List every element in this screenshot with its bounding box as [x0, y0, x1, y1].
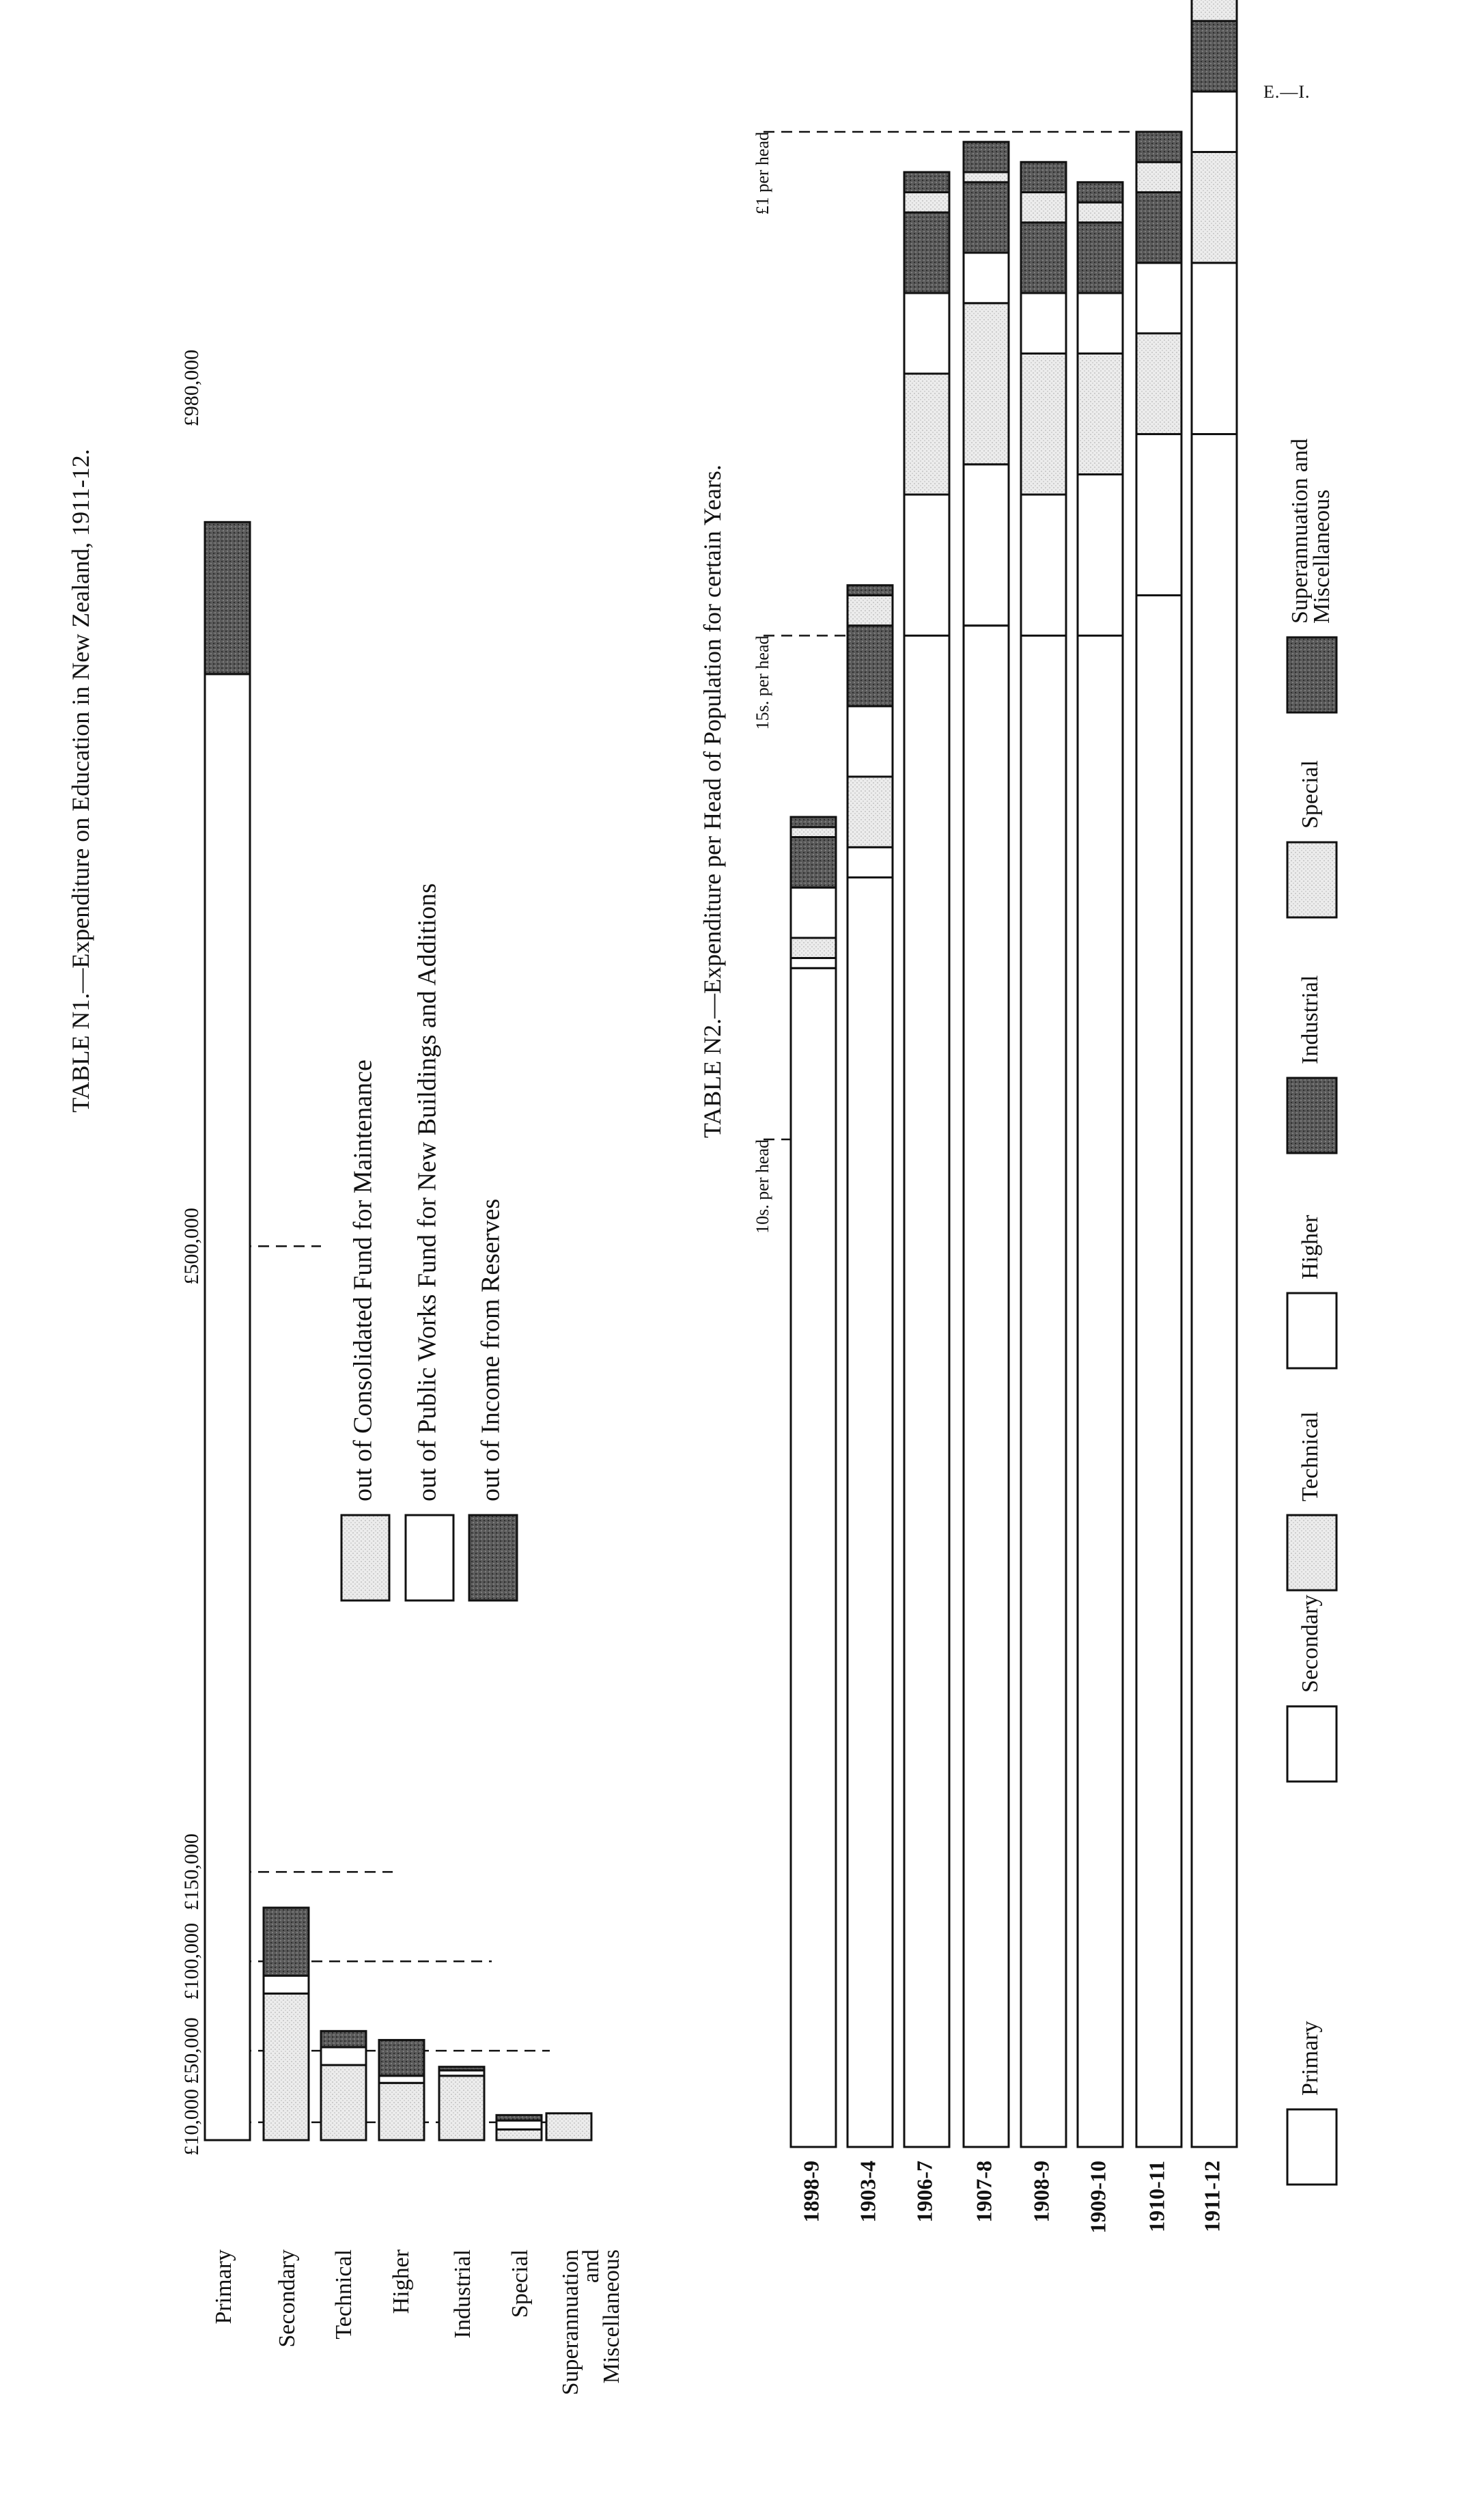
chart-expenditure-education	[67, 350, 624, 2396]
bar-1907-8-technical	[964, 303, 1009, 465]
bar-1903-4-superannuation-and-m	[848, 585, 893, 596]
category-label-1911-12: 1911-12	[1199, 2161, 1224, 2232]
chart2-bars	[791, 0, 1237, 2147]
legend-swatch-out-of-public-works-fund-for-n	[406, 1515, 453, 1600]
legend-swatch-out-of-income-from-reserves	[469, 1515, 517, 1600]
bar-1909-10-primary	[1078, 636, 1123, 2148]
bar-industrial-out-of-consolidated-fund	[439, 2076, 484, 2140]
bar-1903-4-higher	[848, 706, 893, 777]
legend-label-technical: Technical	[1297, 1411, 1323, 1501]
page-header: E.—I.	[1263, 82, 1311, 102]
bar-1910-11-secondary	[1136, 434, 1181, 596]
bar-1911-12-technical	[1192, 152, 1237, 263]
bar-1898-9-secondary	[791, 958, 836, 969]
tick-label-150-000: £150,000	[180, 1833, 203, 1911]
bar-1903-4-technical	[848, 777, 893, 847]
bar-secondary-out-of-income-from-reser	[264, 1908, 309, 1976]
bar-1909-10-industrial	[1078, 223, 1123, 293]
category-label-1909-10: 1909-10	[1085, 2161, 1110, 2234]
legend-label-out-of-income-from-reserves: out of Income from Reserves	[476, 1198, 505, 1501]
bar-1898-9-technical	[791, 938, 836, 958]
bar-1906-7-higher	[904, 293, 949, 374]
chart1-legend	[341, 883, 517, 1600]
bar-1911-12-higher	[1192, 92, 1237, 152]
tick-label-100-000: £100,000	[180, 1923, 203, 2000]
bar-primary-out-of-income-from-reser	[205, 522, 250, 674]
bar-higher-out-of-income-from-reser	[379, 2040, 424, 2075]
bar-1898-9-higher	[791, 887, 836, 938]
bar-1906-7-special	[904, 193, 949, 213]
bar-1911-12-industrial	[1192, 21, 1237, 92]
legend-label-out-of-public-works-fund-for-n: out of Public Works Fund for New Buildings and Additions	[412, 883, 442, 1501]
bar-1908-9-industrial	[1021, 223, 1066, 293]
bar-1906-7-technical	[904, 374, 949, 495]
chart-expenditure-per-head	[699, 0, 1336, 2234]
bar-secondary-out-of-public-works-fund	[264, 1976, 309, 1993]
bar-industrial-out-of-income-from-reser	[439, 2067, 484, 2070]
tick-label-500-000: £500,000	[180, 1208, 203, 1285]
category-label-1906-7: 1906-7	[912, 2161, 937, 2223]
bar-1909-10-special	[1078, 202, 1123, 223]
bar-technical-out-of-public-works-fund	[321, 2047, 366, 2065]
legend-label-higher: Higher	[1297, 1215, 1323, 1279]
bar-1908-9-higher	[1021, 293, 1066, 354]
bar-1908-9-superannuation-and-m	[1021, 162, 1066, 192]
bar-1907-8-industrial	[964, 182, 1009, 253]
bar-1898-9-industrial	[791, 837, 836, 888]
legend-label-primary: Primary	[1297, 2021, 1323, 2096]
chart2-title: TABLE N2.—Expenditure per Head of Population for certain Years.	[699, 465, 726, 1138]
legend-swatch-secondary	[1287, 1706, 1336, 1782]
category-label-1898-9: 1898-9	[798, 2161, 824, 2223]
legend-swatch-out-of-consolidated-fund-for-m	[341, 1515, 389, 1600]
bar-special-out-of-public-works-fund	[496, 2120, 542, 2129]
tick-label-10-000: £10,000	[180, 2089, 203, 2156]
bar-1898-9-superannuation-and-m	[791, 817, 836, 827]
category-label-technical: Technical	[331, 2249, 356, 2340]
legend-swatch-special	[1287, 842, 1336, 917]
bar-1907-8-secondary	[964, 465, 1009, 626]
bar-1906-7-primary	[904, 636, 949, 2148]
category-label-primary: Primary	[210, 2249, 236, 2325]
bar-1911-12-secondary	[1192, 263, 1237, 434]
chart1-bars	[205, 522, 591, 2140]
bar-1906-7-industrial	[904, 212, 949, 293]
legend-swatch-higher	[1287, 1293, 1336, 1368]
bar-1908-9-technical	[1021, 354, 1066, 495]
bar-special-out-of-income-from-reser	[496, 2115, 542, 2120]
bar-1910-11-special	[1136, 162, 1181, 192]
bar-1909-10-technical	[1078, 354, 1123, 475]
bar-1898-9-primary	[791, 968, 836, 2147]
bar-higher-out-of-consolidated-fund	[379, 2083, 424, 2140]
bar-1909-10-secondary	[1078, 475, 1123, 636]
bar-technical-out-of-income-from-reser	[321, 2031, 366, 2047]
bar-1910-11-primary	[1136, 596, 1181, 2148]
tick-label-980-000: £980,000	[180, 349, 203, 427]
chart1-title: TABLE N1.—Expenditure on Education in New Zealand, 1911-12.	[67, 449, 94, 1113]
bar-1906-7-superannuation-and-m	[904, 172, 949, 193]
legend-label-special: Special	[1297, 760, 1323, 829]
bar-1910-11-industrial	[1136, 193, 1181, 263]
bar-1911-12-special	[1192, 0, 1237, 21]
legend-label-industrial: Industrial	[1297, 975, 1323, 1064]
bar-1907-8-special	[964, 172, 1009, 182]
bar-1903-4-primary	[848, 878, 893, 2148]
chart2-legend	[1287, 439, 1336, 2185]
bar-1908-9-special	[1021, 193, 1066, 223]
legend-swatch-industrial	[1287, 1078, 1336, 1153]
category-label-higher: Higher	[388, 2249, 414, 2314]
category-label-1903-4: 1903-4	[855, 2161, 880, 2223]
bar-1903-4-special	[848, 596, 893, 626]
bar-1908-9-primary	[1021, 636, 1066, 2148]
bar-technical-out-of-consolidated-fund	[321, 2065, 366, 2140]
bar-1910-11-superannuation-and-m	[1136, 132, 1181, 162]
bar-1906-7-secondary	[904, 495, 949, 636]
bar-secondary-out-of-consolidated-fund	[264, 1993, 309, 2140]
legend-swatch-superannuation-and-miscellaneous	[1287, 637, 1336, 712]
legend-swatch-primary	[1287, 2109, 1336, 2185]
bar-1907-8-primary	[964, 626, 1009, 2147]
category-label-secondary: Secondary	[274, 2249, 300, 2348]
bar-higher-out-of-public-works-fund	[379, 2076, 424, 2083]
bar-1909-10-superannuation-and-m	[1078, 182, 1123, 203]
bar-1908-9-secondary	[1021, 495, 1066, 636]
bar-1898-9-special	[791, 827, 836, 837]
bar-superannuation-and-miscellaneous-out-of-consolidated-fund	[546, 2113, 591, 2140]
legend-label-secondary: Secondary	[1297, 1594, 1323, 1693]
reference-label-10s-per-head: 10s. per head	[753, 1139, 772, 1234]
category-label-1907-8: 1907-8	[971, 2161, 996, 2223]
chart2-category-labels	[798, 2161, 1224, 2234]
category-label-industrial: Industrial	[449, 2249, 475, 2339]
bar-1903-4-industrial	[848, 626, 893, 706]
bar-1903-4-secondary	[848, 847, 893, 877]
bar-1910-11-technical	[1136, 333, 1181, 434]
bar-1911-12-primary	[1192, 434, 1237, 2148]
bar-1907-8-higher	[964, 253, 1009, 303]
category-label-1908-9: 1908-9	[1028, 2161, 1054, 2223]
category-label-superannuation-and-miscellaneous: SuperannuationandMiscellaneous	[557, 2249, 624, 2396]
tick-label-50-000: £50,000	[180, 2017, 203, 2084]
legend-label-out-of-consolidated-fund-for-m: out of Consolidated Fund for Maintenance	[348, 1059, 378, 1501]
category-label-special: Special	[507, 2249, 533, 2318]
reference-label-15s-per-head: 15s. per head	[753, 635, 772, 730]
chart1-category-labels	[211, 2249, 624, 2395]
reference-label-1-per-head: £1 per head	[753, 132, 772, 215]
bar-1907-8-superannuation-and-m	[964, 142, 1009, 172]
bar-special-out-of-consolidated-fund	[496, 2129, 542, 2140]
legend-swatch-technical	[1287, 1515, 1336, 1590]
legend-label-superannuation-and-miscellaneous: Superannuation andMiscellaneous	[1287, 439, 1334, 624]
bar-1909-10-higher	[1078, 293, 1123, 354]
category-label-1910-11: 1910-11	[1144, 2161, 1169, 2232]
bar-1910-11-higher	[1136, 263, 1181, 333]
bar-primary-out-of-public-works-fund	[205, 674, 250, 2140]
